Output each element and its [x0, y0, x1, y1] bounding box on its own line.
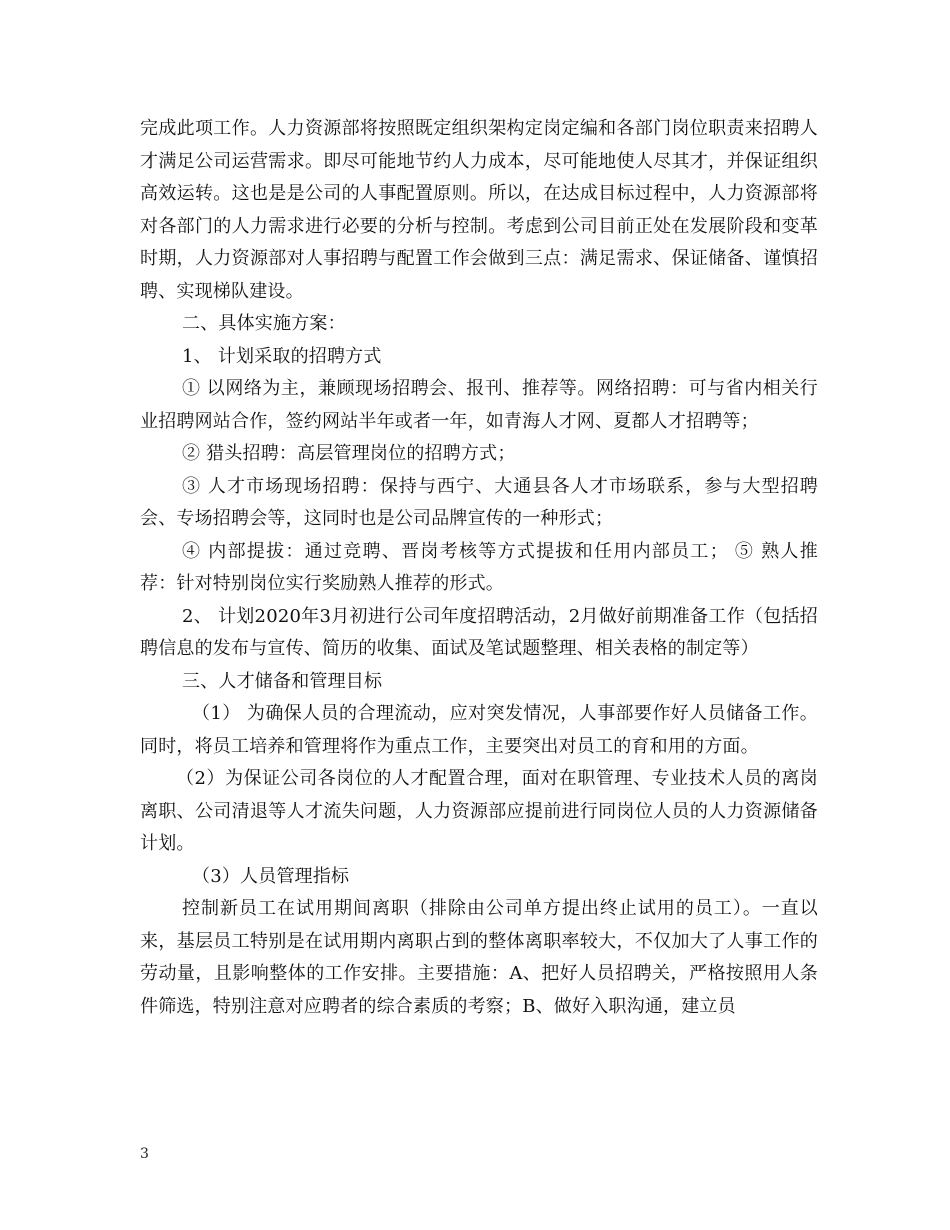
heading-talent-reserve: 三、人才储备和管理目标 — [182, 670, 383, 692]
page-number: 3 — [140, 1146, 149, 1162]
paragraph-intro-continued: 完成此项工作。人力资源部将按照既定组织架构定岗定编和各部门岗位职责来招聘人才满足公司运营需求。即尽可能地节约人力成本，尽可能地使人尽其才，并保证组织高效运转。这也是是公司的人事配置原则。所以，在达成目标过程中，人力资源部将对各部门的人力需求进行必要的分析与控制。考虑到公司目前正处在发展阶段和变革时期，人力资源部对人事招聘与配置工作会做到三点：满足需求、保证储备、谨慎招聘、实现梯队建设。 — [140, 118, 818, 302]
paragraph-annual-recruitment-plan: 2、 计划2020年3月初进行公司年度招聘活动，2月做好前期准备工作（包括招聘信息的发布与宣传、简历的收集、面试及笔试题整理、相关表格的制定等） — [140, 605, 818, 659]
document-body — [140, 113, 818, 1023]
paragraph-probation-turnover: 控制新员工在试用期间离职（排除由公司单方提出终止试用的员工）。一直以来，基层员工特别是在试用期内离职占到的整体离职率较大，不仅加大了人事工作的劳动量，且影响整体的工作安排。主要措施：A、把好人员招聘关，严格按照用人条件筛选，特别注意对应聘者的综合素质的考察；B、做好入职沟通，建立员 — [140, 898, 818, 1017]
list-item-internal-promotion: ④ 内部提拔：通过竞聘、晋岗考核等方式提拔和任用内部员工； ⑤ 熟人推荐：针对特别岗位实行奖励熟人推荐的形式。 — [140, 540, 818, 594]
subheading-recruitment-methods: 1、 计划采取的招聘方式 — [182, 345, 382, 367]
subheading-personnel-management-indicators: （3）人员管理指标 — [192, 865, 350, 887]
heading-implementation-plan: 二、具体实施方案： — [182, 313, 346, 334]
paragraph-reserve-item-1: （1） 为确保人员的合理流动，应对突发情况，人事部要作好人员储备工作。同时，将员工培养和管理将作为重点工作，主要突出对员工的育和用的方面。 — [140, 703, 818, 757]
list-item-job-fair: ③ 人才市场现场招聘：保持与西宁、大通县各人才市场联系，参与大型招聘会、专场招聘会等，这同时也是公司品牌宣传的一种形式； — [140, 475, 818, 529]
list-item-headhunting: ② 猎头招聘：高层管理岗位的招聘方式； — [182, 443, 516, 464]
paragraph-reserve-item-2: （2）为保证公司各岗位的人才配置合理，面对在职管理、专业技术人员的离岗离职、公司清退等人才流失问题，人力资源部应提前进行同岗位人员的人力资源储备计划。 — [140, 768, 818, 854]
list-item-online-recruitment: ① 以网络为主，兼顾现场招聘会、报刊、推荐等。网络招聘：可与省内相关行业招聘网站合作，签约网站半年或者一年，如青海人才网、夏都人才招聘等； — [140, 378, 818, 432]
